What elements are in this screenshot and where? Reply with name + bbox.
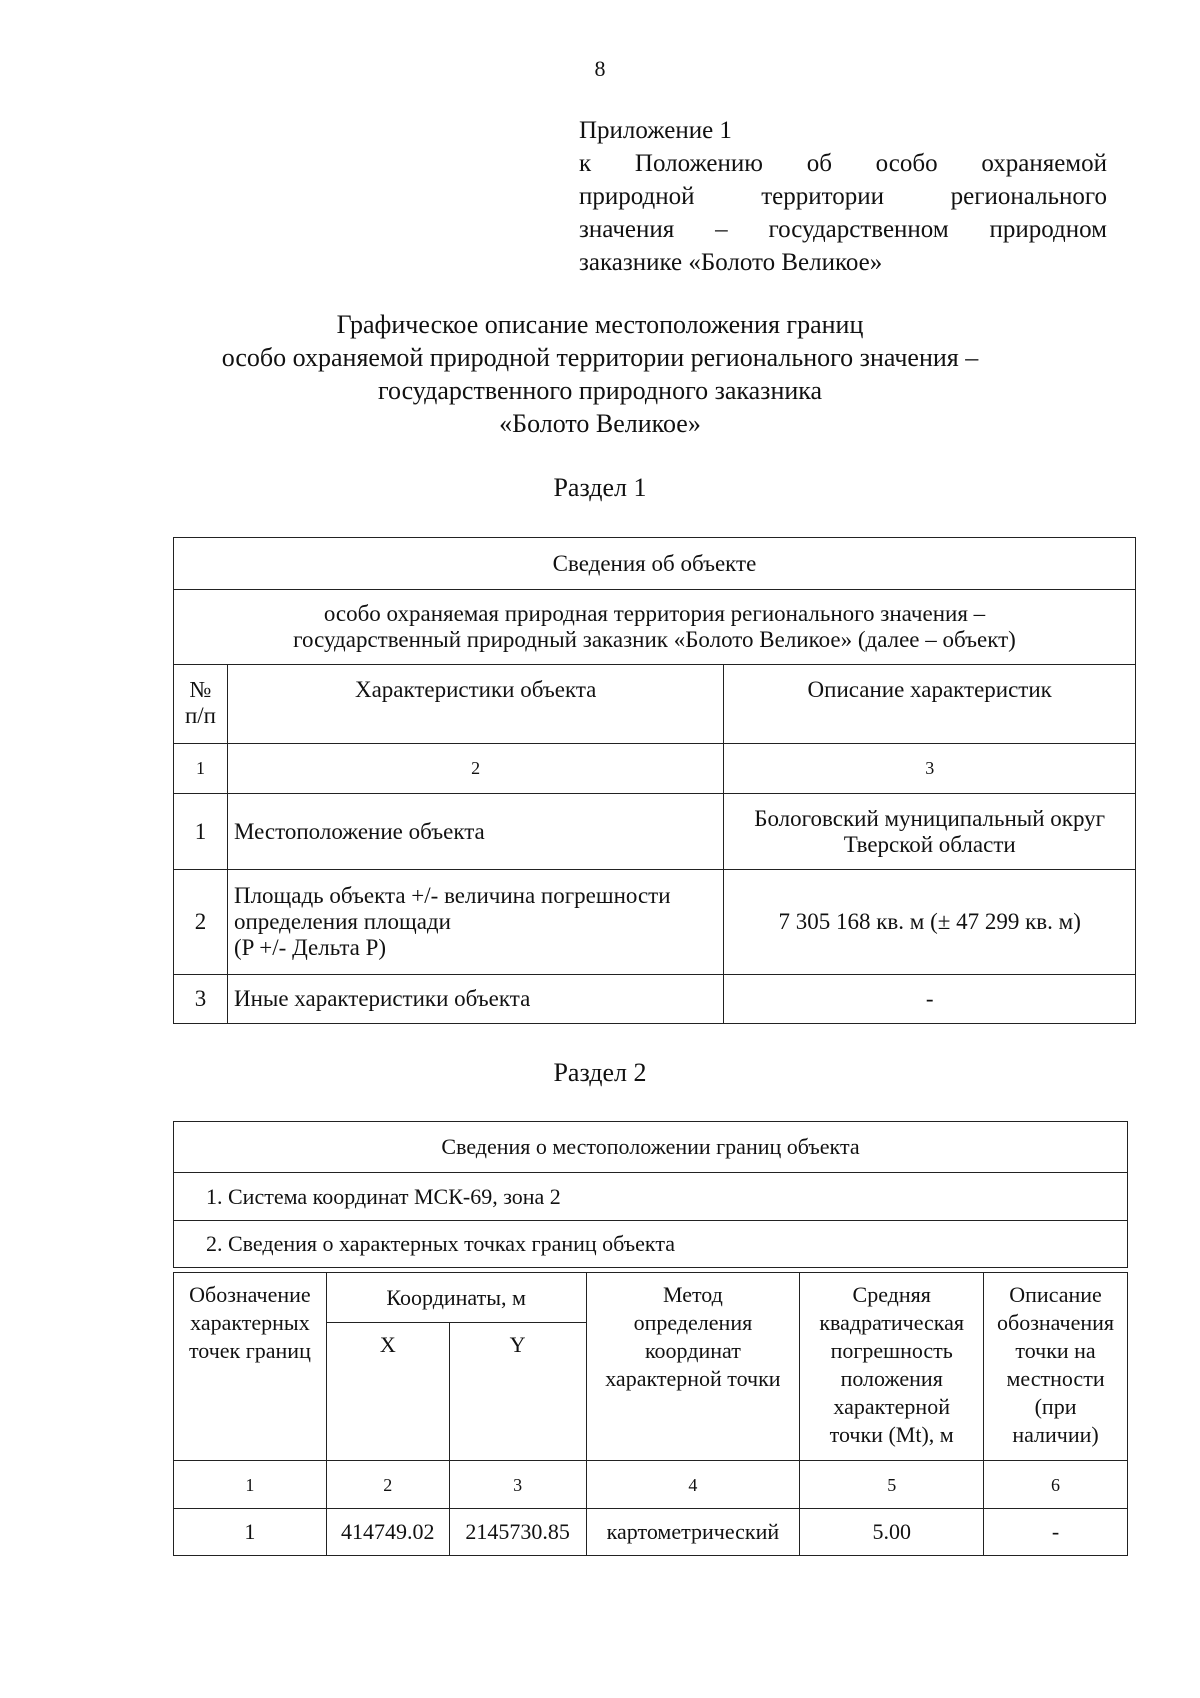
row-description-line: Тверской области (843, 831, 1016, 857)
row-description: - (724, 975, 1136, 1024)
boundary-info-table (173, 1121, 1128, 1268)
column-number: 3 (449, 1461, 586, 1509)
table-row (174, 1509, 1128, 1556)
document-title-line: «Болото Великое» (499, 409, 701, 438)
col-header-characteristics: Характеристики объекта (227, 665, 723, 744)
point-description: - (984, 1509, 1128, 1556)
header-line: местности (1006, 1366, 1105, 1391)
object-name-line: государственный природный заказник «Болото Великое» (далее – объект) (293, 627, 1016, 652)
col-header-x: X (326, 1323, 449, 1461)
column-number: 5 (800, 1461, 984, 1509)
row-description (724, 794, 1136, 870)
row-number: 3 (174, 975, 228, 1024)
appendix-title: Приложение 1 (579, 117, 732, 144)
column-number: 2 (326, 1461, 449, 1509)
appendix-line: природной территории регионального (579, 183, 1107, 210)
document-title-line: государственного природного заказника (377, 376, 823, 405)
header-line: Описание (1009, 1282, 1102, 1307)
row-characteristic-line: определения площади (233, 909, 451, 934)
column-number: 6 (984, 1461, 1128, 1509)
coordinate-system-item: 1. Система координат МСК-69, зона 2 (174, 1173, 1128, 1221)
table-row (174, 975, 1136, 1024)
column-number: 4 (586, 1461, 800, 1509)
header-line: (при (1034, 1394, 1077, 1419)
header-line: точки на (1015, 1338, 1096, 1363)
col-header-method (586, 1273, 800, 1461)
point-y: 2145730.85 (449, 1509, 586, 1556)
page-number: 8 (594, 56, 606, 81)
table-row (174, 870, 1136, 975)
appendix-line: заказнике «Болото Великое» (579, 249, 883, 276)
header-line: квадратическая (819, 1310, 965, 1335)
column-number: 1 (174, 744, 228, 794)
appendix-block (579, 114, 1107, 279)
col-header-point-description (984, 1273, 1128, 1461)
point-designation: 1 (174, 1509, 327, 1556)
header-line: наличии) (1012, 1422, 1099, 1447)
object-name-cell (174, 590, 1136, 665)
points-info-item: 2. Сведения о характерных точках границ объекта (174, 1221, 1128, 1268)
boundary-info-header: Сведения о местоположении границ объекта (174, 1122, 1128, 1173)
point-x: 414749.02 (326, 1509, 449, 1556)
object-name-line: особо охраняемая природная территория регионального значения – (323, 601, 986, 626)
header-line: координат (644, 1338, 741, 1363)
point-method: картометрический (586, 1509, 800, 1556)
object-info-table (173, 537, 1136, 1024)
row-characteristic: Иные характеристики объекта (227, 975, 723, 1024)
col-header-designation (174, 1273, 327, 1461)
header-line: точек границ (188, 1338, 311, 1363)
header-line: положения (840, 1366, 943, 1391)
row-description-line: Бологовский муниципальный округ (754, 805, 1106, 831)
column-number: 3 (724, 744, 1136, 794)
col-header-mean-error (800, 1273, 984, 1461)
header-line: характерной точки (605, 1366, 781, 1391)
column-number: 2 (227, 744, 723, 794)
header-line: погрешность (830, 1338, 953, 1363)
header-line: Метод (662, 1282, 723, 1307)
row-number: 1 (174, 794, 228, 870)
document-title-line: особо охраняемой природной территории регионального значения – (221, 343, 979, 372)
row-characteristic-line: (P +/- Дельта P) (233, 935, 387, 960)
header-line: характерных (190, 1310, 310, 1335)
header-line: Обозначение (189, 1282, 311, 1307)
col-header-num: № п/п (174, 665, 228, 744)
table-row (174, 794, 1136, 870)
header-line: Средняя (852, 1282, 931, 1307)
header-line: обозначения (997, 1310, 1115, 1335)
row-characteristic (227, 870, 723, 975)
header-line: точки (Mt), м (829, 1422, 954, 1447)
document-title (0, 308, 1200, 440)
column-number: 1 (174, 1461, 327, 1509)
document-title-line: Графическое описание местоположения границ (336, 310, 864, 339)
row-characteristic-line: Площадь объекта +/- величина погрешности (233, 883, 671, 908)
header-line: определения (633, 1310, 753, 1335)
appendix-line: значения – государственном природном (579, 216, 1107, 243)
appendix-line: к Положению об особо охраняемой (579, 150, 1107, 177)
object-info-header: Сведения об объекте (174, 538, 1136, 590)
point-mt: 5.00 (800, 1509, 984, 1556)
row-description: 7 305 168 кв. м (± 47 299 кв. м) (724, 870, 1136, 975)
boundary-points-table (173, 1272, 1128, 1556)
section2-heading: Раздел 2 (553, 1058, 647, 1087)
col-header-coordinates: Координаты, м (326, 1273, 586, 1323)
header-line: характерной (833, 1394, 950, 1419)
col-header-description: Описание характеристик (724, 665, 1136, 744)
row-number: 2 (174, 870, 228, 975)
section1-heading: Раздел 1 (553, 473, 647, 502)
col-header-y: Y (449, 1323, 586, 1461)
row-characteristic: Местоположение объекта (227, 794, 723, 870)
